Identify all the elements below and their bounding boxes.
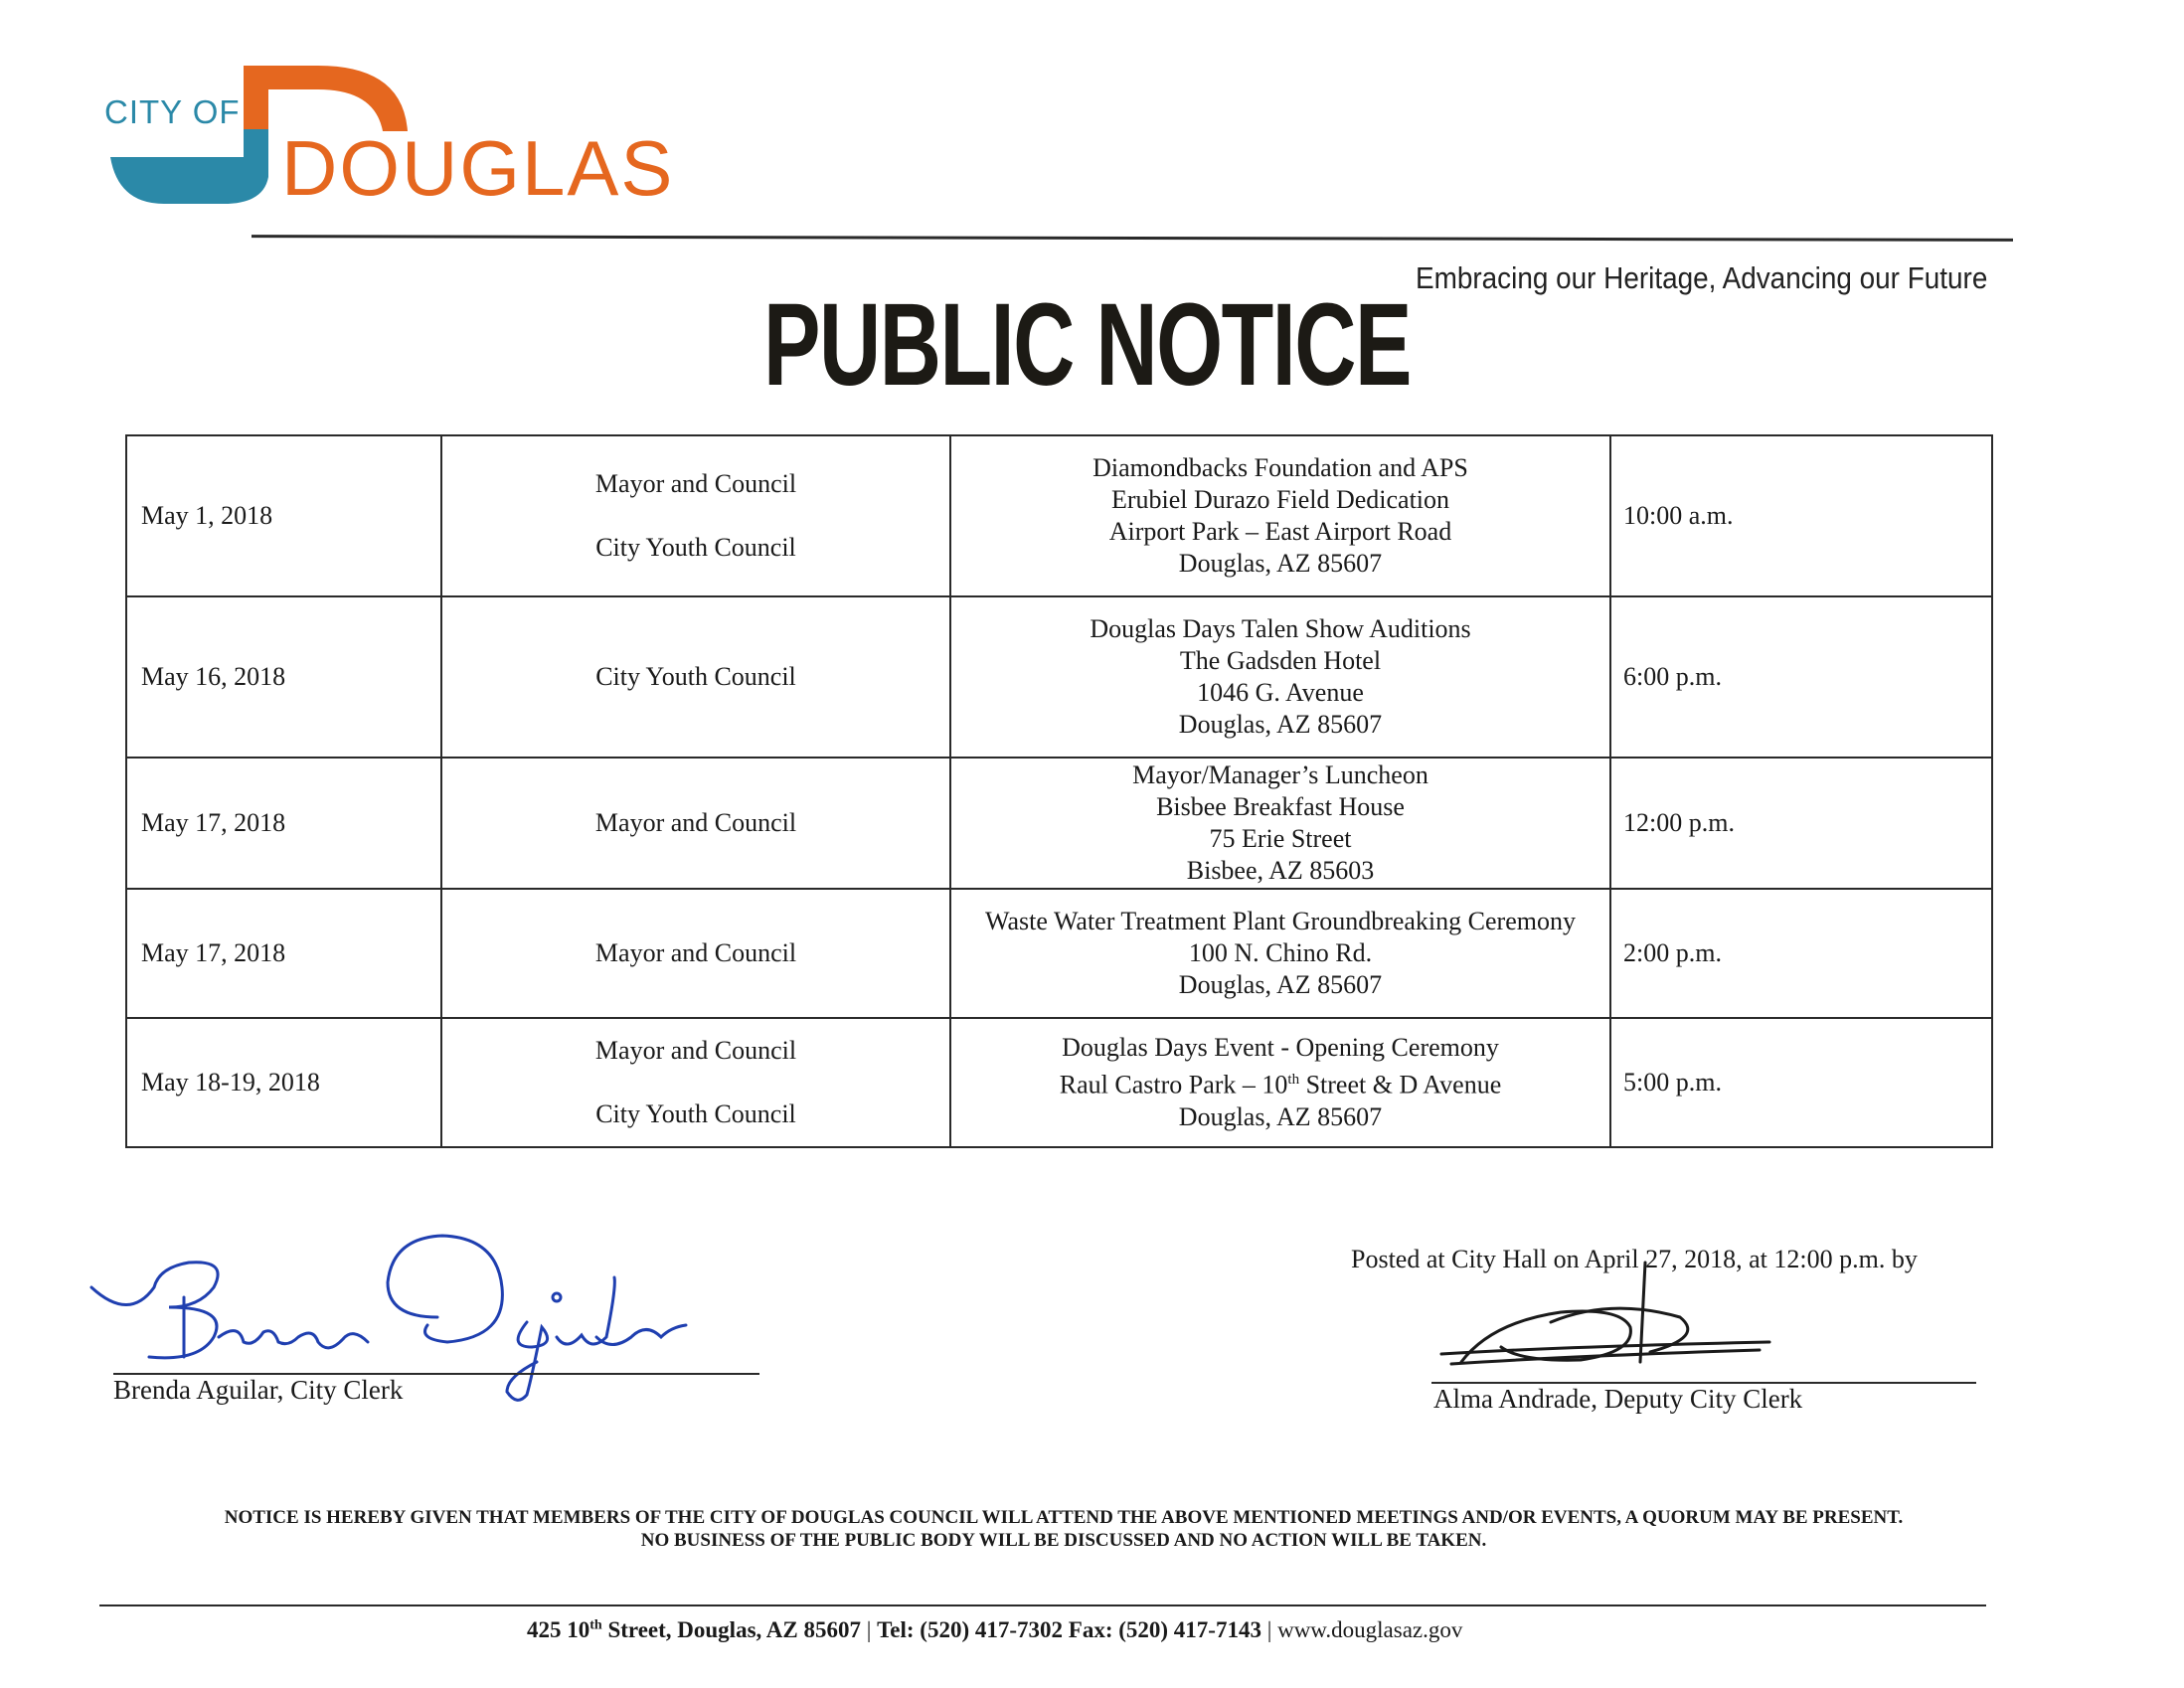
footer-contact: 425 10th Street, Douglas, AZ 85607 | Tel: (520) 417-7302 Fax: (520) 417-7143 | www.douglasaz.gov [527, 1617, 1463, 1642]
deputy-signature-block [1431, 1253, 1988, 1422]
event-time: 10:00 a.m. [1610, 435, 1992, 596]
location-line: Bisbee, AZ 85603 [1186, 856, 1375, 885]
event-time: 5:00 p.m. [1610, 1018, 1992, 1147]
logo-douglas: DOUGLAS [281, 124, 675, 212]
event-location [950, 1018, 1610, 1147]
location-line: Diamondbacks Foundation and APS [1092, 453, 1468, 482]
deputy-name: Alma Andrade, Deputy City Clerk [1433, 1384, 1803, 1414]
event-organizers [441, 1018, 950, 1147]
event-location [950, 596, 1610, 758]
city-motto: Embracing our Heritage, Advancing our Future [1416, 260, 1988, 295]
organizer: City Youth Council [595, 1099, 796, 1128]
table-row [126, 435, 1992, 596]
organizer: Mayor and Council [594, 469, 797, 498]
event-date: May 1, 2018 [126, 435, 441, 596]
event-organizers [441, 596, 950, 758]
location-line: Douglas, AZ 85607 [1178, 1101, 1383, 1131]
location-line: Douglas Days Event - Opening Ceremony [1062, 1033, 1499, 1063]
event-organizers [441, 435, 950, 596]
organizer: Mayor and Council [594, 1036, 797, 1065]
organizer: City Youth Council [595, 662, 796, 691]
footer-address-sup: th [589, 1617, 602, 1633]
disclaimer-line: NO BUSINESS OF THE PUBLIC BODY WILL BE DISCUSSED AND NO ACTION WILL BE TAKEN. [640, 1530, 1487, 1551]
location-line: Douglas, AZ 85607 [1178, 970, 1383, 999]
footer-tel: Tel: (520) 417-7302 [877, 1617, 1064, 1642]
events-table [125, 434, 1993, 1148]
event-location [950, 889, 1610, 1018]
footer-website-link[interactable]: www.douglasaz.gov [1277, 1617, 1463, 1642]
location-line: Mayor/Manager’s Luncheon [1132, 760, 1428, 789]
location-line: Waste Water Treatment Plant Groundbreaking Ceremony [985, 907, 1576, 935]
location-line: Erubiel Durazo Field Dedication [1110, 485, 1450, 514]
event-organizers [441, 758, 950, 889]
event-location [950, 435, 1610, 596]
footer-rule [99, 1604, 1986, 1606]
organizer: Mayor and Council [594, 938, 797, 967]
location-line: The Gadsden Hotel [1179, 646, 1382, 675]
event-date: May 17, 2018 [126, 758, 441, 889]
location-line: Airport Park – East Airport Road [1108, 517, 1452, 546]
event-date: May 16, 2018 [126, 596, 441, 758]
organizer: Mayor and Council [594, 808, 797, 837]
table-row [126, 889, 1992, 1018]
footer-fax: Fax: (520) 417-7143 [1068, 1617, 1261, 1642]
event-date: May 18-19, 2018 [126, 1018, 441, 1147]
posted-note: Posted at City Hall on April 27, 2018, at 12:00 p.m. by [1351, 1245, 1918, 1273]
organizer: City Youth Council [595, 533, 796, 562]
location-line: 100 N. Chino Rd. [1188, 938, 1373, 967]
location-line: 1046 G. Avenue [1197, 678, 1364, 707]
footer-address: Street, Douglas, AZ 85607 [601, 1617, 861, 1642]
table-row [126, 596, 1992, 758]
location-line: Raul Castro Park – 10th Street & D Avenue [1059, 1070, 1502, 1099]
event-time: 6:00 p.m. [1610, 596, 1992, 758]
event-date: May 17, 2018 [126, 889, 441, 1018]
city-logo [104, 60, 675, 219]
location-line: Douglas, AZ 85607 [1178, 549, 1383, 578]
table-row [126, 1018, 1992, 1147]
page-title: PUBLIC NOTICE [763, 279, 1412, 411]
logo-city-of: CITY OF [104, 93, 241, 130]
event-time: 2:00 p.m. [1610, 889, 1992, 1018]
event-location [950, 758, 1610, 889]
clerk-signature-block [89, 1228, 785, 1427]
event-organizers [441, 889, 950, 1018]
quorum-disclaimer [99, 1506, 2028, 1552]
location-line: Douglas Days Talen Show Auditions [1090, 614, 1471, 643]
table-row [126, 758, 1992, 889]
location-line: Douglas, AZ 85607 [1178, 710, 1383, 739]
event-time: 12:00 p.m. [1610, 758, 1992, 889]
disclaimer-line: NOTICE IS HEREBY GIVEN THAT MEMBERS OF THE CITY OF DOUGLAS COUNCIL WILL ATTEND THE ABOVE MENTIONED MEETINGS AND/OR EVENTS, A QUORUM MAY BE PRESENT. [224, 1507, 1904, 1528]
footer-address-number: 425 10 [527, 1617, 590, 1642]
header-rule [252, 235, 2013, 242]
clerk-name: Brenda Aguilar, City Clerk [113, 1375, 404, 1405]
location-line: Bisbee Breakfast House [1156, 792, 1405, 821]
location-line: 75 Erie Street [1209, 824, 1352, 853]
